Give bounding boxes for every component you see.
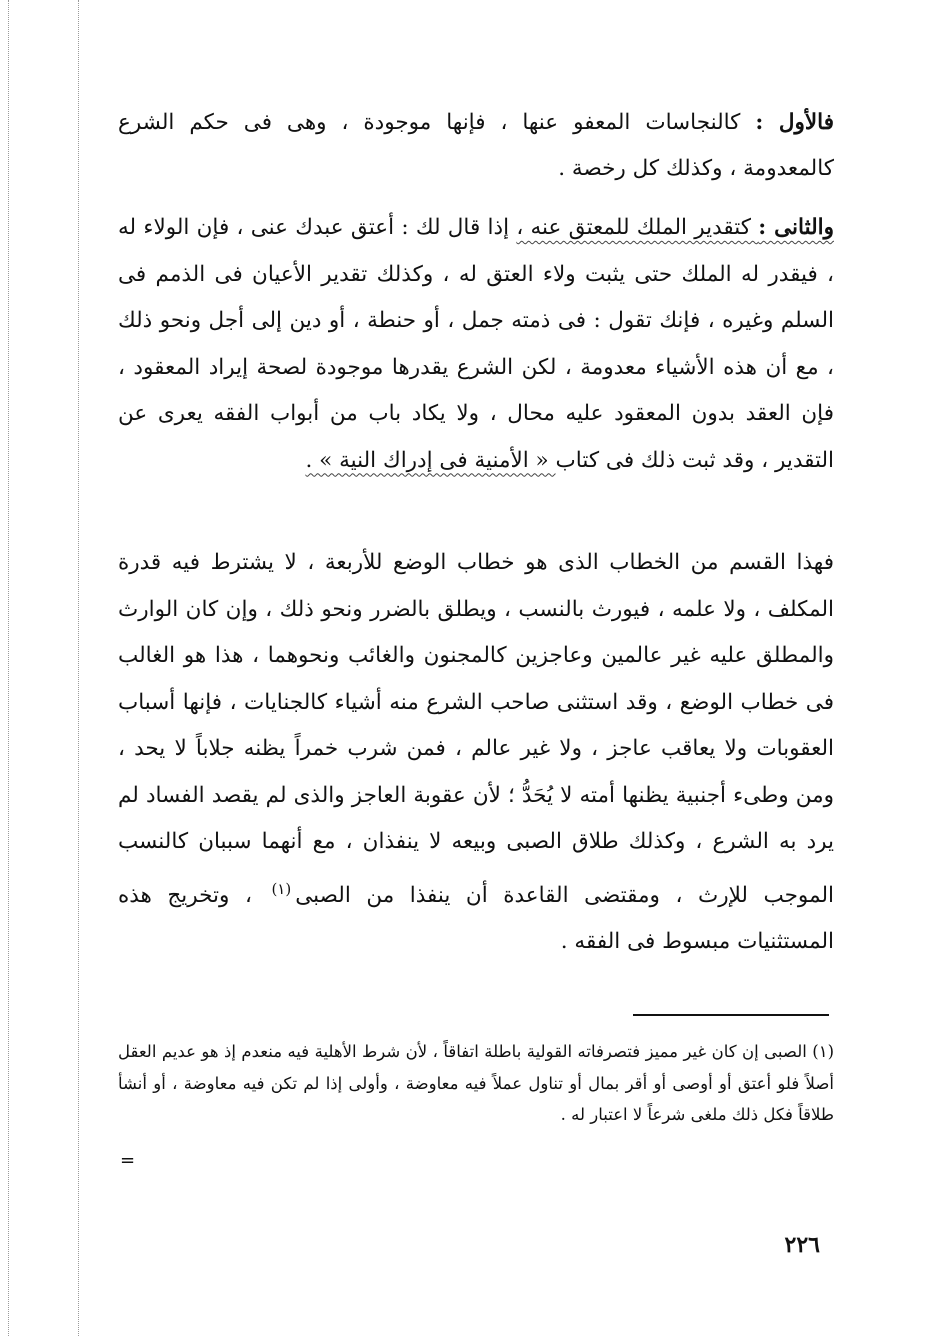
paragraph-lead-first: فالأول : bbox=[755, 110, 834, 135]
page-number: ٢٢٦ bbox=[784, 1232, 820, 1258]
paragraph-text-first: كالنجاسات المعفو عنها ، فإنها موجودة ، وهى فى حكم الشرع كالمعدومة ، وكذلك كل رخصة . bbox=[118, 110, 834, 181]
underlined-phrase: كتقدير الملك للمعتق عنه ، bbox=[516, 215, 759, 240]
footnote-separator bbox=[633, 1014, 829, 1016]
paragraph-text-second: إذا قال لك : أعتق عبدك عنى ، فإن الولاء له ، فيقدر له الملك حتى يثبت ولاء العتق له ، وكذلك تقدير الأعيان فى الذمم فى السلم وغيره ، فإنك تقول : فى ذمته جمل ، أو حنطة ، أو دين إلى أجل ونحو ذلك ، مع أن هذه الأشياء معدومة ، لكن الشرع يقدرها موجودة لصحة إيراد المعقود ، فإن العقد بدون المعقود عليه محال ، ولا يكاد باب من أبواب الفقه يعرى عن التقدير ، وقد ثبت ذلك فى كتاب bbox=[118, 215, 834, 473]
continuation-mark: = bbox=[120, 1150, 136, 1171]
paragraph-second bbox=[118, 205, 834, 484]
paragraph-first bbox=[118, 100, 834, 192]
paragraph-third bbox=[118, 540, 834, 966]
paragraph-text-third-end: ، وتخريج هذه المستثنيات مبسوط فى الفقه . bbox=[118, 882, 834, 955]
footnote: (١) الصبى إن كان غير مميز فتصرفاته القولية باطلة اتفاقاً ، لأن شرط الأهلية فيه منعدم إذ هو عديم العقل أصلاً فلو أعتق أو أوصى أو أقر بمال أو تناول عملاً فيه معاوضة ، وأولى إذا لم تكن فيه معاوضة ، أو أنشأ طلاقاً فكل ذلك ملغى شرعاً لا اعتبار له . bbox=[118, 1042, 834, 1124]
book-title-reference: « الأمنية فى إدراك النية » . bbox=[305, 447, 556, 473]
footnote-reference: (١) bbox=[271, 879, 292, 898]
paragraph-lead-second: والثانى : bbox=[758, 215, 834, 240]
scan-edge-line bbox=[8, 0, 9, 1336]
paragraph-text-third: فهذا القسم من الخطاب الذى هو خطاب الوضع للأربعة ، لا يشترط فيه قدرة المكلف ، ولا علمه ، فيورث بالنسب ، ويطلق بالضرر ونحو ذلك ، وإن كان الوارث والمطلق عليه غير عالمين وعاجزين كالمجنون والغائب ونحوهما ، هذا هو الغالب فى خطاب الوضع ، وقد استثنى صاحب الشرع منه أشياء كالجنايات ، فإنها أسباب العقوبات ولا يعاقب عاجز ، ولا غير عالم ، فمن شرب خمراً يظنه جلاباً لا يحد ، ومن وطىء أجنبية يظنها أمته لا يُحَدُّ ؛ لأن عقوبة العاجز والذى لم يقصد الفساد لم يرد به الشرع ، وكذلك طلاق الصبى وبيعه لا ينفذان ، مع أنهما سببان كالنسب الموجب للإرث ، ومقتضى القاعدة أن ينفذا من الصبى bbox=[118, 550, 834, 908]
scan-margin-line bbox=[78, 0, 79, 1336]
